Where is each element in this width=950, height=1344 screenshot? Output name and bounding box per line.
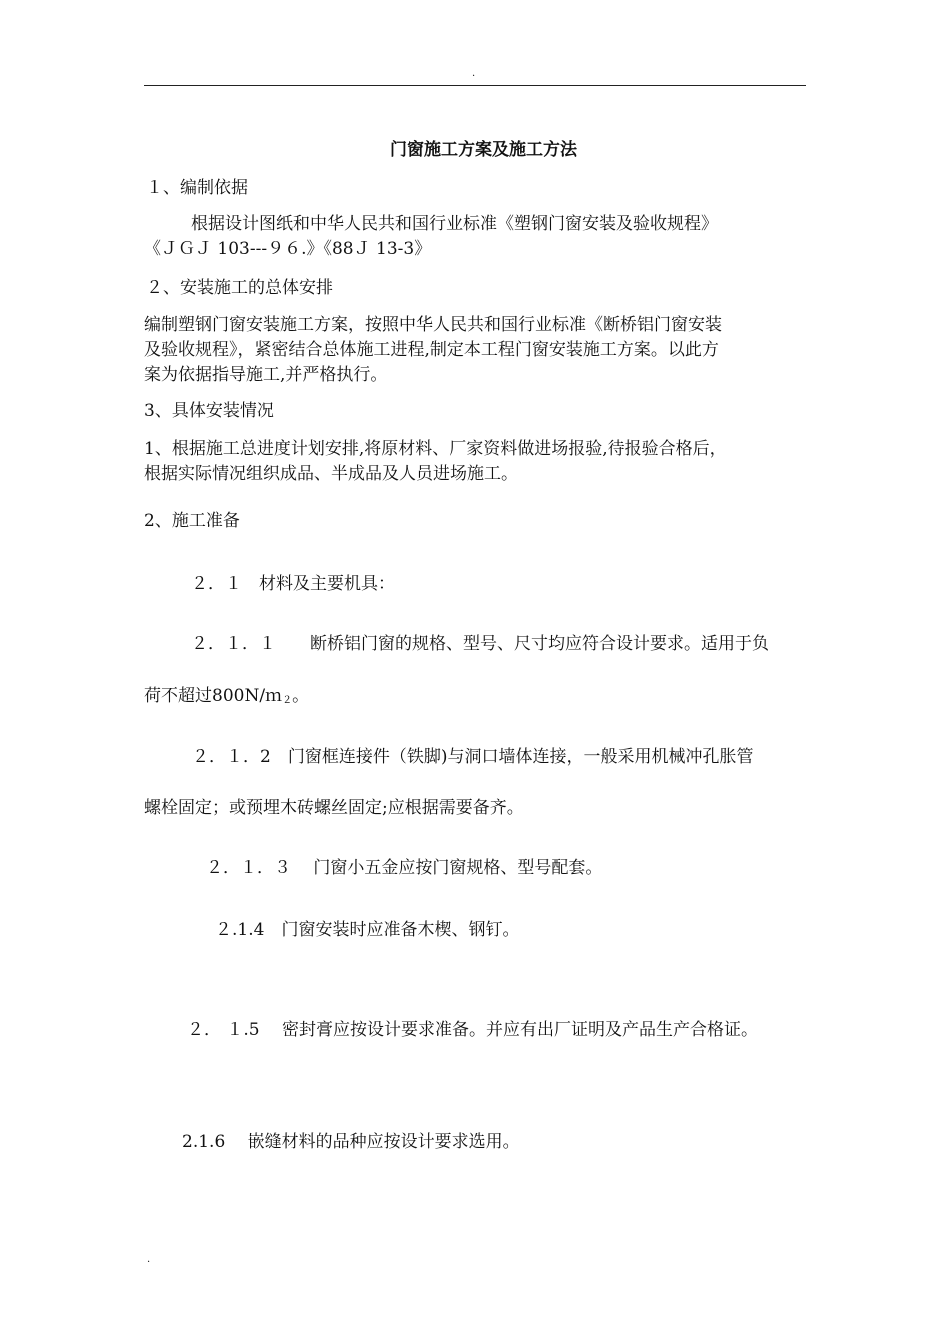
superscript-unit: ２ bbox=[282, 695, 293, 706]
section-1-text-line-1: 根据设计图纸和中华人民共和国行业标准《塑钢门窗安装及验收规程》 bbox=[191, 214, 718, 234]
section-1-heading: １、编制依据 bbox=[146, 178, 248, 198]
section-2-text-line-1: 编制塑钢门窗安装施工方案，按照中华人民共和国行业标准《断桥铝门窗安装 bbox=[144, 315, 722, 335]
section-3-para-1-line-1: 1、根据施工总进度计划安排,将原材料、厂家资料做进场报验,待报验合格后， bbox=[144, 439, 727, 459]
section-2-text-line-3: 案为依据指导施工,并严格执行。 bbox=[144, 365, 388, 385]
section-3-para-2: 2、施工准备 bbox=[144, 511, 240, 531]
item-2-1-1-line-1: ２．１．１ 断桥铝门窗的规格、型号、尺寸均应符合设计要求。适用于负 bbox=[191, 634, 769, 654]
section-3-para-1-line-2: 根据实际情况组织成品、半成品及人员进场施工。 bbox=[144, 464, 518, 484]
item-2-1-1-line-2: 荷不超过800N/ｍ$_2$。 bbox=[144, 686, 310, 706]
footer-mark: . bbox=[147, 1254, 151, 1265]
item-2-1-2-line-1: ２．１．2 门窗框连接件（铁脚)与洞口墙体连接，一般采用机械冲孔胀管 bbox=[192, 747, 754, 767]
item-2-1-4: ２.1.4 门窗安装时应准备木楔、钢钉。 bbox=[215, 920, 520, 940]
section-2-heading: ２、安装施工的总体安排 bbox=[146, 278, 333, 298]
section-3-heading: 3、具体安装情况 bbox=[144, 401, 274, 421]
item-2-1-6: 2.1.6 嵌缝材料的品种应按设计要求选用。 bbox=[182, 1132, 520, 1152]
item-2-1-3: ２．１．３ 门窗小五金应按门窗规格、型号配套。 bbox=[206, 858, 603, 878]
item-2-1-2-line-2: 螺栓固定；或预埋木砖螺丝固定;应根据需要备齐。 bbox=[144, 798, 524, 818]
item-2-1: ２．１ 材料及主要机具： bbox=[191, 574, 395, 594]
item-2-1-5: ２． １.5 密封膏应按设计要求准备。并应有出厂证明及产品生产合格证。 bbox=[187, 1020, 759, 1040]
document-title: 门窗施工方案及施工方法 bbox=[390, 140, 577, 160]
header-rule bbox=[144, 85, 806, 86]
section-2-text-line-2: 及验收规程》，紧密结合总体施工进程,制定本工程门窗安装施工方案。以此方 bbox=[144, 340, 719, 360]
header-mark: . bbox=[472, 68, 476, 79]
section-1-text-line-2: 《ＪＧＪ 103---９６.》《88Ｊ 13-3》 bbox=[144, 239, 432, 259]
